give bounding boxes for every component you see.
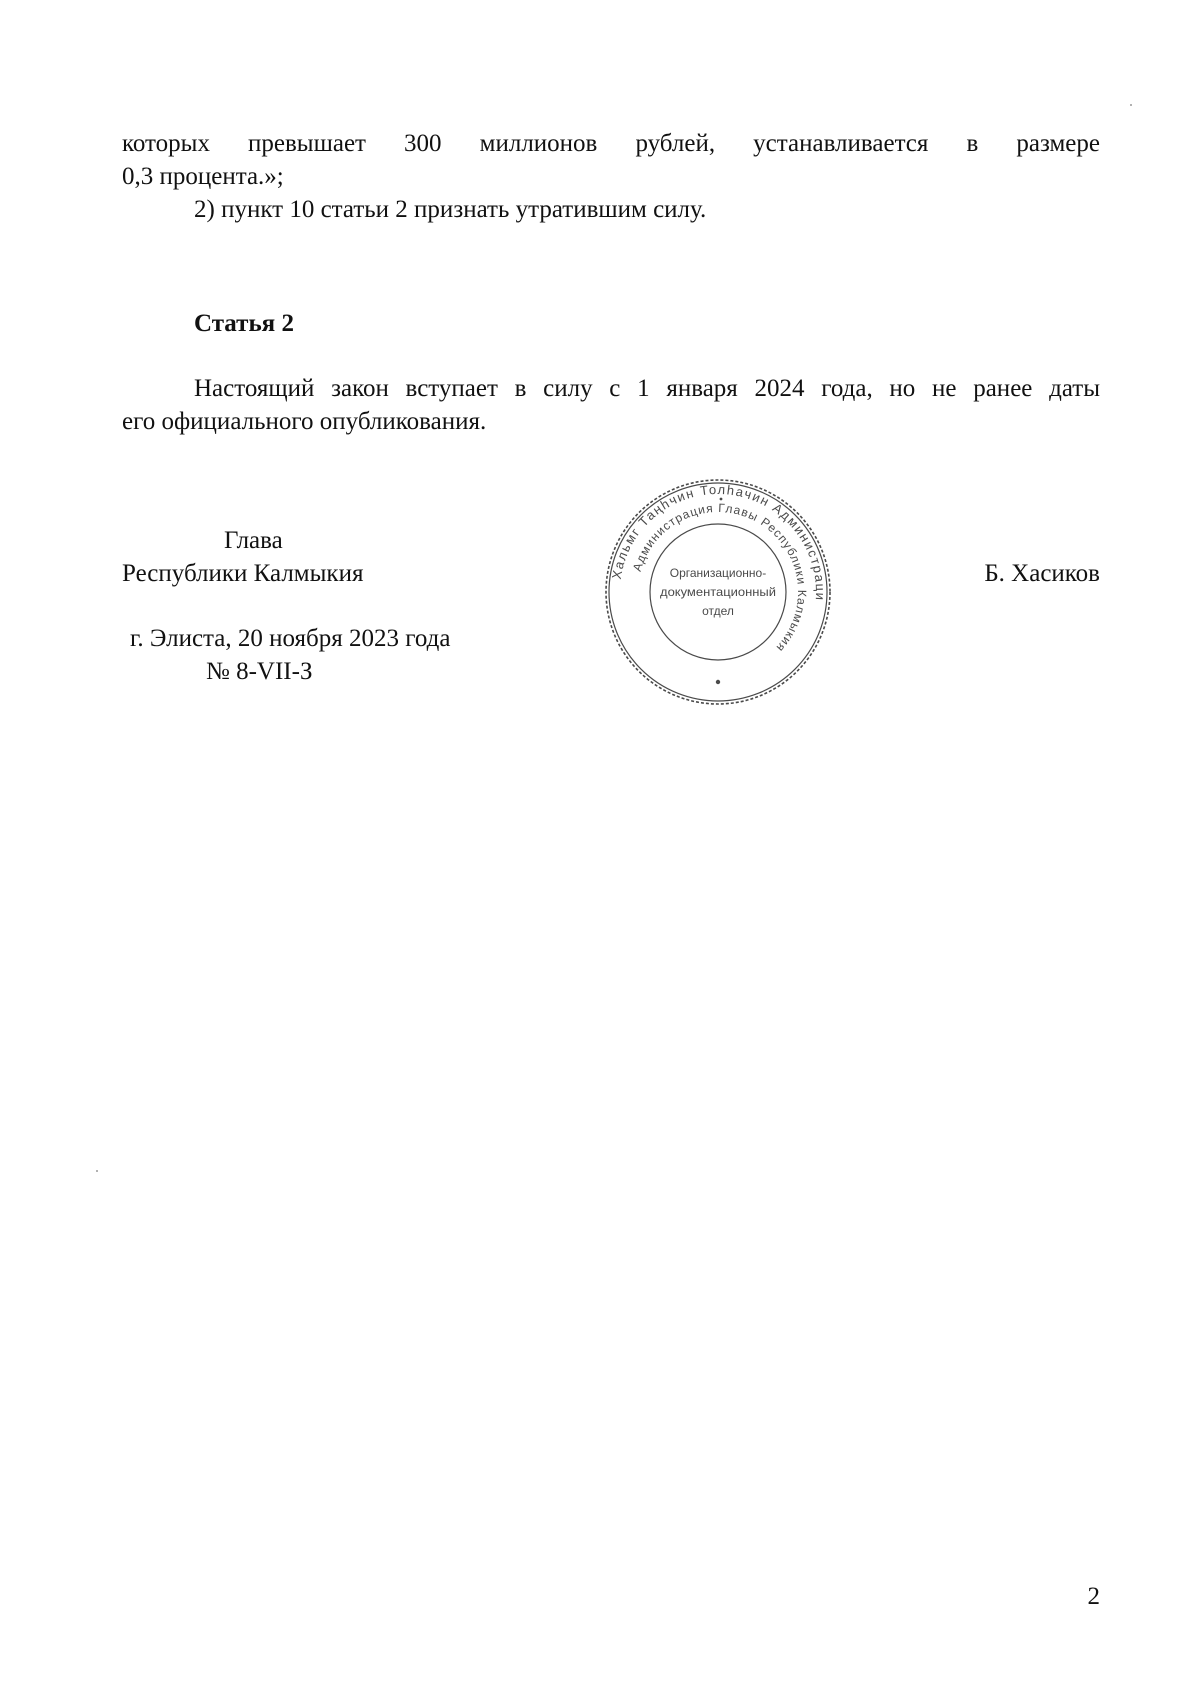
seal-inner-ring-text: Администрация Главы Республики Калмыкия [629, 500, 810, 656]
article-text-line-2: его официального опубликования. [122, 408, 487, 435]
seal-outer-text: Хальмг Таңһчин Толһачин Администраци [608, 481, 829, 602]
page-number: 2 [1087, 1583, 1100, 1610]
scan-speck [96, 1170, 98, 1172]
article-text-line-1: Настоящий закон вступает в силу с 1 января 2024 года, но не ранее даты [194, 375, 1100, 402]
signatory-title-line-1: Глава [224, 527, 283, 554]
paragraph-continuation-line: которых превышает 300 миллионов рублей, устанавливается в размере [122, 130, 1100, 157]
seal-top-dot [720, 498, 723, 501]
seal-center-line-2: документационный [660, 585, 776, 599]
seal-center-line-3: отдел [702, 604, 734, 618]
signatory-title-line-2: Республики Калмыкия [122, 560, 364, 587]
place-and-date: г. Элиста, 20 ноября 2023 года [130, 625, 451, 652]
paragraph-continuation-end: 0,3 процента.»; [122, 163, 284, 190]
scan-speck [1130, 104, 1132, 106]
seal-center-line-1: Организационно- [669, 566, 767, 580]
list-item-2: 2) пункт 10 статьи 2 признать утратившим силу. [194, 196, 707, 223]
law-number: № 8-VII-З [206, 658, 313, 685]
official-seal-stamp [603, 477, 833, 707]
article-heading: Статья 2 [194, 310, 294, 337]
seal-star-dot [716, 680, 720, 684]
signatory-name: Б. Хасиков [984, 560, 1100, 587]
